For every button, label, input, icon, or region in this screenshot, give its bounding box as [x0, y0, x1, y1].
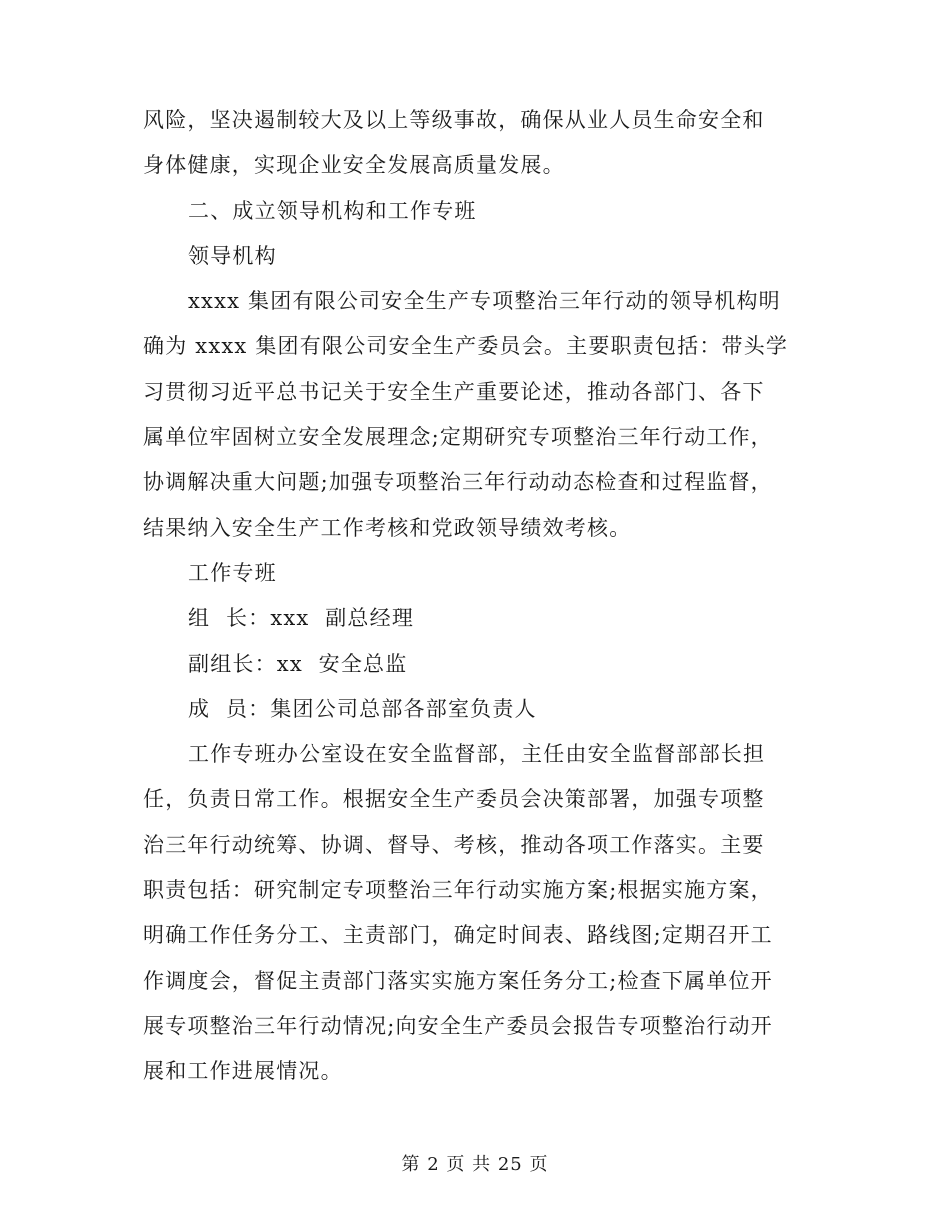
paragraph-line: 习贯彻习近平总书记关于安全生产重要论述，推动各部门、各下 — [143, 379, 765, 404]
paragraph-line: 展和工作进展情况。 — [143, 1059, 343, 1084]
team-member-line: 成 员：集团公司总部各部室负责人 — [188, 696, 537, 721]
paragraph-line: xxxx 集团有限公司安全生产专项整治三年行动的领导机构明 — [188, 289, 781, 314]
paragraph-line: 治三年行动统筹、协调、督导、考核，推动各项工作落实。主要 — [143, 832, 765, 857]
paragraph-line: 确为 xxxx 集团有限公司安全生产委员会。主要职责包括：带头学 — [143, 334, 789, 359]
paragraph-line: 属单位牢固树立安全发展理念;定期研究专项整治三年行动工作， — [143, 425, 773, 450]
paragraph-line: 任，负责日常工作。根据安全生产委员会决策部署，加强专项整 — [143, 787, 765, 812]
paragraph-line: 结果纳入安全生产工作考核和党政领导绩效考核。 — [143, 515, 632, 540]
page-number-footer: 第 2 页 共 25 页 — [401, 1154, 549, 1175]
paragraph-line: 风险，坚决遏制较大及以上等级事故，确保从业人员生命安全和 — [143, 108, 765, 132]
section-heading: 二、成立领导机构和工作专班 — [188, 198, 477, 223]
paragraph-line: 展专项整治三年行动情况;向安全生产委员会报告专项整治行动开 — [143, 1013, 773, 1038]
team-member-line: 副组长：xx 安全总监 — [188, 651, 408, 676]
team-member-line: 组 长：xxx 副总经理 — [188, 606, 415, 631]
paragraph-line: 作调度会，督促主责部门落实实施方案任务分工;检查下属单位开 — [143, 968, 773, 993]
paragraph-line: 明确工作任务分工、主责部门，确定时间表、路线图;定期召开工 — [143, 923, 773, 948]
paragraph-line: 身体健康，实现企业安全发展高质量发展。 — [143, 153, 565, 178]
subsection-heading: 领导机构 — [188, 243, 277, 268]
subsection-heading: 工作专班 — [188, 560, 277, 585]
paragraph-line: 协调解决重大问题;加强专项整治三年行动动态检查和过程监督， — [143, 470, 773, 495]
paragraph-line: 职责包括：研究制定专项整治三年行动实施方案;根据实施方案， — [143, 878, 773, 903]
document-body — [143, 98, 803, 1095]
paragraph-line: 工作专班办公室设在安全监督部，主任由安全监督部部长担 — [188, 742, 766, 767]
